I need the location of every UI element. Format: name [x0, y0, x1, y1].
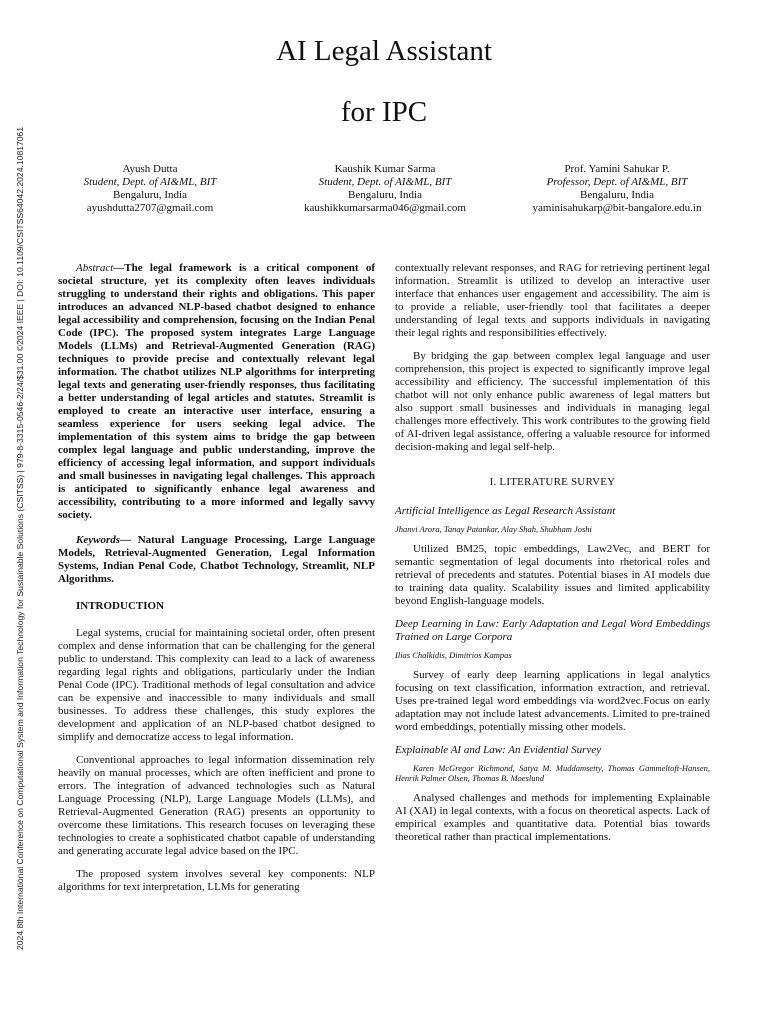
author-block [35, 163, 745, 218]
intro-continued-paragraph: contextually relevant responses, and RAG for retrieving pertinent legal information. Streamlit is utilized to develop an interactive user interface that enhances user engagement and accessibility. The aim is to provide a reliable, user-friendly tool that facilitates a deeper understanding of legal texts and supports individuals in navigating their legal rights and responsibilities effectively. [395, 262, 710, 339]
survey-item-authors: Karen McGregor Richmond, Satya M. Muddamsetty, Thomas Gammeltoft-Hansen, Henrik Palmer Olsen, Thomas B. Moeslund [395, 763, 710, 783]
keywords-label: Keywords [76, 534, 120, 546]
intro-heading: INTRODUCTION [76, 600, 165, 612]
intro-paragraph-4: By bridging the gap between complex legal language and user comprehension, this project is expected to significantly improve legal accessibility and efficiency. The successful implementation of this chatbot will not only enhance public awareness of legal matters but also support small businesses and individuals in managing legal challenges more effectively. This work contributes to the growing field of AI-driven legal assistance, offering a valuable resource for informed decision-making and legal self-help. [395, 350, 710, 453]
abstract-text: —The legal framework is a critical component of societal structure, yet its complexity often leaves individuals struggling to understand their rights and obligations. This paper introduces an advanced NLP-based chatbot designed to enhance legal accessibility and comprehension, focusing on the Indian Penal Code (IPC). The proposed system integrates Large Language Models (LLMs) and Retrieval-Augmented Generation (RAG) techniques to provide precise and contextually relevant legal information. The chatbot utilizes NLP algorithms for interpreting legal texts and generating user-friendly responses, thus facilitating a better understanding of legal articles and statutes. Streamlit is employed to create an interactive user interface, ensuring a seamless experience for users seeking legal advice. The implementation of this system aims to bridge the gap between complex legal language and public understanding, improve the efficiency of accessing legal information, and support individuals and small businesses in navigating legal challenges. This approach is anticipated to significantly enhance legal awareness and accessibility, contributing to a more informed and legally savvy society. [58, 262, 375, 521]
author-city: Bengaluru, India [348, 189, 422, 201]
author-name: Kaushik Kumar Sarma [334, 163, 436, 175]
author-city: Bengaluru, India [113, 189, 187, 201]
author-3 [492, 163, 742, 215]
author-email: yaminisahukarp@bit-bangalore.edu.in [532, 202, 702, 214]
survey-item-title: Deep Learning in Law: Early Adaptation and Legal Word Embeddings Trained on Large Corpora [395, 618, 710, 643]
paper-title [0, 26, 768, 138]
paper-title-line-2: for IPC [340, 96, 428, 128]
author-affiliation: Professor, Dept. of AI&ML, BIT [546, 176, 688, 188]
author-name: Ayush Dutta [122, 163, 178, 175]
survey-item-authors: Jhanvi Arora, Tanay Patankar, Alay Shah, Shubham Joshi [395, 524, 592, 534]
author-name: Prof. Yamini Sahukar P. [564, 163, 670, 175]
left-column [58, 262, 375, 904]
survey-item-text: Analysed challenges and methods for implementing Explainable AI (XAI) in legal contexts, with a focus on theoretical aspects. Lack of empirical examples and quantitative data. Potential bias towards theoretical rather than practical implementations. [395, 792, 710, 843]
author-2 [260, 163, 510, 215]
intro-paragraph-3: The proposed system involves several key components: NLP algorithms for text interpretation, LLMs for generating [58, 868, 375, 893]
paper-title-line-1: AI Legal Assistant [276, 35, 492, 67]
keywords-text: — Natural Language Processing, Large Language Models, Retrieval-Augmented Generation, Legal Information Systems, Indian Penal Code, Chatbot Technology, Streamlit, NLP Algorithms. [58, 534, 375, 585]
author-affiliation: Student, Dept. of AI&ML, BIT [318, 176, 452, 188]
survey-item-text: Survey of early deep learning applications in legal analytics focusing on text classification, information extraction, and retrieval. Uses pre-trained legal word embeddings via word2vec.Focus on early adaptation may not include latest advancements. Limited to pre-trained word embeddings, potentially missing other models. [395, 669, 710, 733]
abstract-label: Abstract [76, 262, 114, 274]
conference-sidebar-text: 2024 8th International Conference on Computational System and Information Technology for Sustainable Solutions (CSITSS) | 979-8-3315-0546-2/24/$31.00 ©2024 IEEE | DOI: 10.1109/CSITSS64042.2024.10817061 [15, 126, 25, 950]
author-1 [25, 163, 275, 215]
survey-item-title: Explainable AI and Law: An Evidential Survey [395, 744, 602, 756]
author-city: Bengaluru, India [580, 189, 654, 201]
intro-paragraph-1: Legal systems, crucial for maintaining societal order, often present complex and dense information that can be challenging for the general public to understand. This complexity can lead to a lack of awareness regarding legal rights and obligations, particularly under the Indian Penal Code (IPC). Traditional methods of legal consultation and advice can be expensive and inaccessible to many individuals and small businesses. To address these challenges, this study explores the development and application of an NLP-based chatbot designed to simplify and democratize access to legal information. [58, 627, 375, 743]
keywords [58, 534, 375, 586]
survey-item-title: Artificial Intelligence as Legal Research Assistant [395, 505, 616, 517]
survey-item-text: Utilized BM25, topic embeddings, Law2Vec, and BERT for semantic segmentation of legal documents into rhetorical roles and retrieval of precedents and statutes. Potential biases in AI models due to training data quality. Scalability issues and limited applicability beyond English-language models. [395, 543, 710, 607]
survey-item-authors: Ilias Chalkidis, Dimitrios Kampas [395, 650, 512, 660]
author-email: kaushikkumarsarma046@gmail.com [304, 202, 466, 214]
right-column [395, 262, 710, 854]
author-affiliation: Student, Dept. of AI&ML, BIT [83, 176, 217, 188]
author-email: ayushdutta2707@gmail.com [86, 202, 214, 214]
abstract [58, 262, 375, 522]
conference-sidebar [8, 100, 25, 950]
literature-survey-heading: I. LITERATURE SURVEY [489, 476, 616, 488]
intro-paragraph-2: Conventional approaches to legal information dissemination rely heavily on manual processes, which are often inefficient and prone to errors. The integration of advanced technologies such as Natural Language Processing (NLP), Large Language Models (LLMs), and Retrieval-Augmented Generation (RAG) presents an opportunity to overcome these limitations. This research focuses on leveraging these technologies to create a sophisticated chatbot capable of understanding and generating accurate legal advice based on the IPC. [58, 754, 375, 857]
